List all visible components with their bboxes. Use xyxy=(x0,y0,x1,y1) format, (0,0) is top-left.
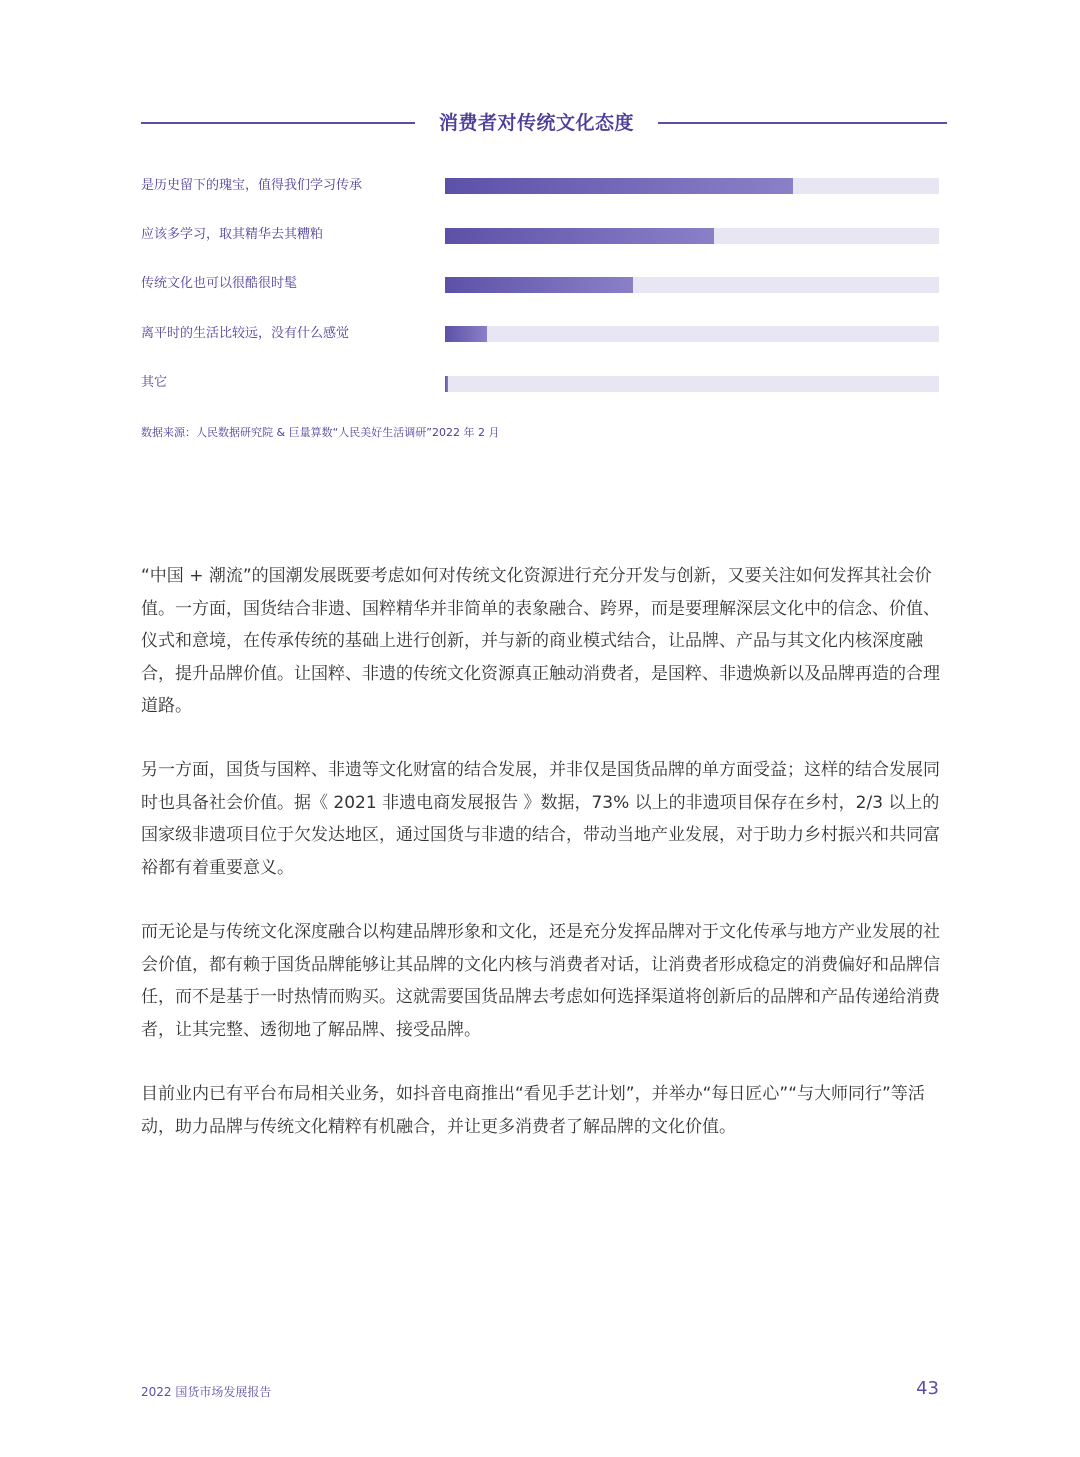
body-paragraph: 另一方面，国货与国粹、非遗等文化财富的结合发展，并非仅是国货品牌的单方面受益；这样的结合发展同时也具备社会价值。据《 2021 非遗电商发展报告 》数据，73% 以上的非遗项目保存在乡村，2/3 以上的国家级非遗项目位于欠发达地区，通过国货与非遗的结合，带动当地产业发展，对于助力乡村振兴和共同富裕都有着重要意义。 xyxy=(141,760,940,878)
bar-track xyxy=(445,326,939,342)
chart-title-row xyxy=(141,107,947,139)
bar-label: 其它 xyxy=(141,375,168,390)
bar-track xyxy=(445,178,939,194)
body-paragraph: “中国 + 潮流”的国潮发展既要考虑如何对传统文化资源进行充分开发与创新，又要关注如何发挥其社会价值。一方面，国货结合非遗、国粹精华并非简单的表象融合、跨界，而是要理解深层文化中的信念、价值、仪式和意境，在传承传统的基础上进行创新，并与新的商业模式结合，让品牌、产品与其文化内核深度融合，提升品牌价值。让国粹、非遗的传统文化资源真正触动消费者，是国粹、非遗焕新以及品牌再造的合理道路。 xyxy=(141,566,940,716)
bar xyxy=(445,277,633,293)
bar-label: 离平时的生活比较远，没有什么感觉 xyxy=(141,326,350,341)
bar xyxy=(445,326,487,342)
bar-label: 是历史留下的瑰宝，值得我们学习传承 xyxy=(141,178,363,193)
bar-label: 应该多学习，取其精华去其糟粕 xyxy=(141,227,324,242)
footer-report-name: 2022 国货市场发展报告 xyxy=(141,1385,272,1399)
body-paragraph: 而无论是与传统文化深度融合以构建品牌形象和文化，还是充分发挥品牌对于文化传承与地方产业发展的社会价值，都有赖于国货品牌能够让其品牌的文化内核与消费者对话，让消费者形成稳定的消费偏好和品牌信任，而不是基于一时热情而购买。这就需要国货品牌去考虑如何选择渠道将创新后的品牌和产品传递给消费者，让其完整、透彻地了解品牌、接受品牌。 xyxy=(141,922,940,1040)
title-rule-left xyxy=(141,122,415,124)
bar xyxy=(445,178,793,194)
bar-label: 传统文化也可以很酷很时髦 xyxy=(141,276,298,291)
bar xyxy=(445,228,714,244)
bar-track xyxy=(445,277,939,293)
bar-track xyxy=(445,376,939,392)
page-number: 43 xyxy=(916,1378,939,1399)
title-rule-right xyxy=(658,122,947,124)
chart-title: 消费者对传统文化态度 xyxy=(438,112,634,134)
body-paragraph: 目前业内已有平台布局相关业务，如抖音电商推出“看见手艺计划”，并举办“每日匠心”“与大师同行”等活动，助力品牌与传统文化精粹有机融合，并让更多消费者了解品牌的文化价值。 xyxy=(141,1084,925,1137)
bar-track xyxy=(445,228,939,244)
data-source-note: 数据来源：人民数据研究院 & 巨量算数“人民美好生活调研”2022 年 2 月 xyxy=(141,426,500,439)
bar xyxy=(445,376,448,392)
